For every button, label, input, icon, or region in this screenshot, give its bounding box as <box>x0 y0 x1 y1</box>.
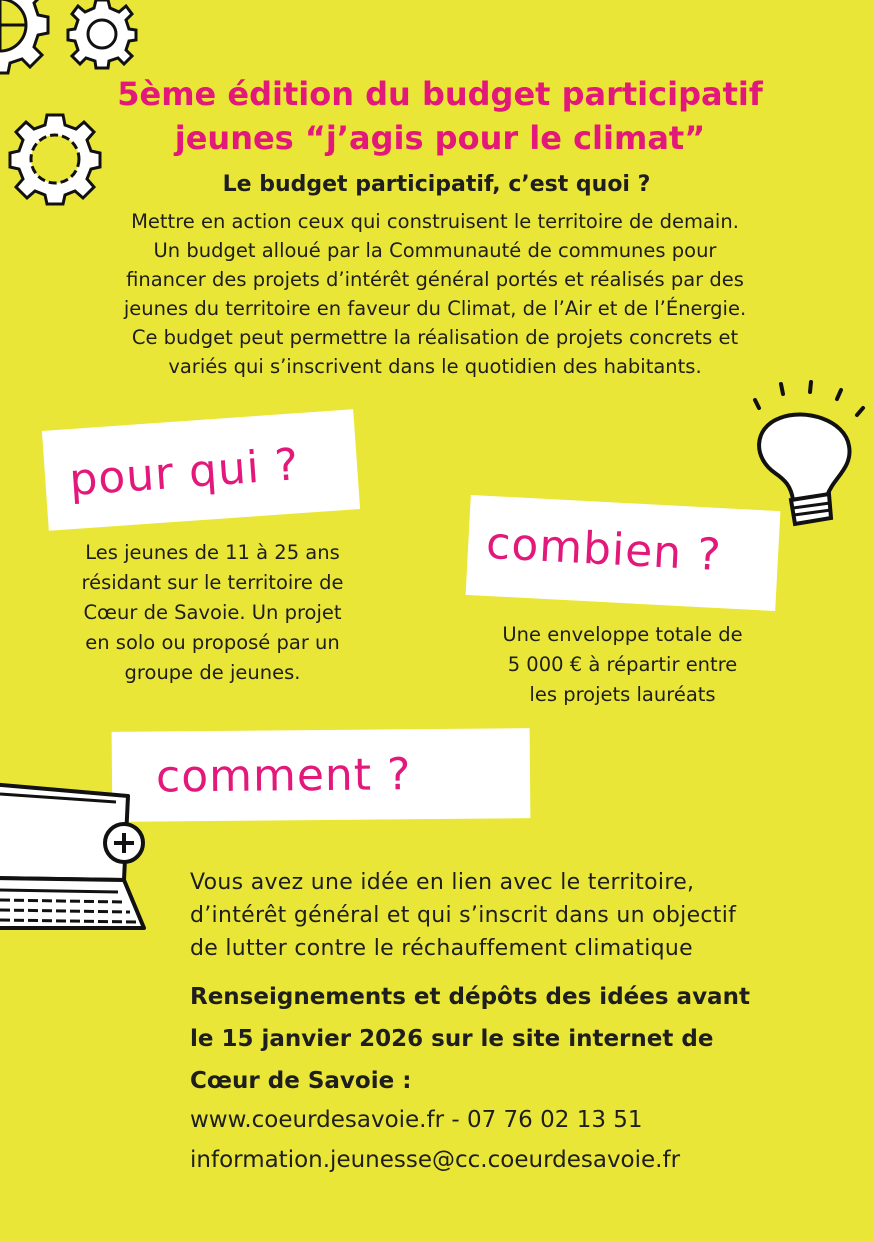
intro-line: variés qui s’inscrivent dans le quotidien des habitants. <box>168 355 702 378</box>
pour-qui-line: en solo ou proposé par un <box>85 631 340 654</box>
pour-qui-label: pour qui ? <box>67 439 301 507</box>
comment-line: de lutter contre le réchauffement climatique <box>190 936 693 961</box>
pour-qui-line: résidant sur le territoire de <box>81 571 344 594</box>
combien-line: Une enveloppe totale de <box>502 623 743 646</box>
comment-card <box>112 728 531 822</box>
intro-text <box>60 207 810 381</box>
info-text <box>190 976 830 1102</box>
combien-text <box>465 620 780 710</box>
contact-block <box>190 1100 830 1180</box>
combien-label: combien ? <box>484 517 723 582</box>
pour-qui-card <box>42 409 360 531</box>
title-line-1: 5ème édition du budget participatif <box>117 75 763 113</box>
intro-line: Mettre en action ceux qui construisent le territoire de demain. <box>131 210 739 233</box>
comment-label: comment ? <box>155 749 412 803</box>
gear-icon-large <box>0 0 60 100</box>
title-line-2: jeunes “j’agis pour le climat” <box>174 119 706 157</box>
comment-line: Vous avez une idée en lien avec le territoire, <box>190 870 695 895</box>
intro-heading: Le budget participatif, c’est quoi ? <box>222 172 651 197</box>
intro-line: Un budget alloué par la Communauté de communes pour <box>153 239 717 262</box>
intro-line: jeunes du territoire en faveur du Climat, de l’Air et de l’Énergie. <box>123 297 747 320</box>
page-title <box>60 72 820 160</box>
gear-icon-small <box>66 0 138 70</box>
pour-qui-line: groupe de jeunes. <box>124 661 301 684</box>
intro-line: Ce budget peut permettre la réalisation de projets concrets et <box>131 326 739 349</box>
contact-email[interactable]: information.jeunesse@cc.coeurdesavoie.fr <box>190 1147 681 1173</box>
info-line: le 15 janvier 2026 sur le site internet de <box>190 1026 714 1052</box>
combien-card <box>466 495 781 611</box>
info-line: Renseignements et dépôts des idées avant <box>190 984 750 1010</box>
contact-website-phone[interactable]: www.coeurdesavoie.fr - 07 76 02 13 51 <box>190 1107 643 1133</box>
comment-line: d’intérêt général et qui s’inscrit dans un objectif <box>190 903 737 928</box>
comment-text <box>190 866 806 965</box>
pour-qui-line: Les jeunes de 11 à 25 ans <box>85 541 340 564</box>
combien-line: 5 000 € à répartir entre <box>507 653 738 676</box>
combien-line: les projets lauréats <box>529 683 716 706</box>
pour-qui-line: Cœur de Savoie. Un projet <box>83 601 342 624</box>
pour-qui-text <box>40 538 385 688</box>
info-line: Cœur de Savoie : <box>190 1068 412 1094</box>
plus-icon <box>101 820 147 866</box>
intro-line: financer des projets d’intérêt général portés et réalisés par des <box>126 268 744 291</box>
